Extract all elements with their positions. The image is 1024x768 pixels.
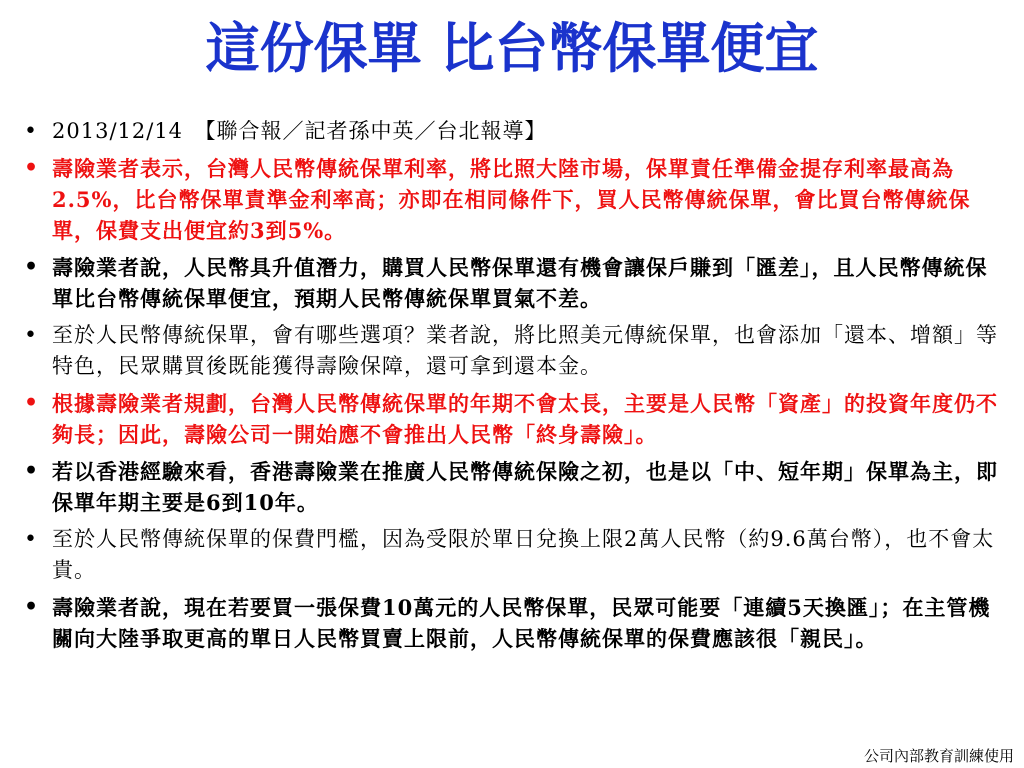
- bullet-text: 壽險業者說，人民幣具升值潛力，購買人民幣保單還有機會讓保戶賺到「匯差」，且人民幣傳統保單比台幣傳統保單便宜，預期人民幣傳統保單買氣不差。: [52, 255, 988, 311]
- bullet-dot-icon: •: [24, 458, 40, 484]
- bullet-dot-icon: •: [24, 155, 40, 181]
- bullet-text: 2013/12/14 【聯合報／記者孫中英／台北報導】: [52, 119, 547, 143]
- bullet-item-4: [22, 320, 1007, 382]
- bullet-item-7: [22, 524, 1007, 586]
- bullet-text: 壽險業者表示，台灣人民幣傳統保單利率，將比照大陸市場，保單責任準備金提存利率最高為2.5%，比台幣保單責準金利率高；亦即在相同條件下，買人民幣傳統保單，會比買台幣傳統保單，保費支出便宜約3到5%。: [52, 156, 971, 243]
- bullet-text: 至於人民幣傳統保單，會有哪些選項？業者說，將比照美元傳統保單，也會添加「還本、增額」等特色，民眾購買後既能獲得壽險保障，還可拿到還本金。: [52, 323, 998, 378]
- footer-label: 公司內部教育訓練使用: [863, 747, 1014, 765]
- bullet-item-3: [22, 252, 1007, 314]
- slide-title: 這份保單 比台幣保單便宜: [205, 17, 819, 80]
- bullet-dot-icon: •: [24, 527, 38, 552]
- bullet-dot-icon: •: [24, 254, 40, 280]
- bullet-list: [22, 116, 1007, 660]
- bullet-text: 壽險業者說，現在若要買一張保費10萬元的人民幣保單，民眾可能要「連續5天換匯」；在主管機關向大陸爭取更高的單日人民幣買賣上限前，人民幣傳統保單的保費應該很「親民」。: [52, 595, 991, 651]
- bullet-dot-icon: •: [24, 119, 38, 144]
- bullet-dot-icon: •: [24, 323, 38, 348]
- bullet-item-8: [22, 592, 1007, 654]
- bullet-text: 若以香港經驗來看，香港壽險業在推廣人民幣傳統保險之初，也是以「中、短年期」保單為主，即保單年期主要是6到10年。: [52, 459, 998, 515]
- bullet-dot-icon: •: [24, 594, 40, 620]
- bullet-dot-icon: •: [24, 390, 40, 416]
- bullet-item-6: [22, 456, 1007, 518]
- bullet-item-1: [22, 116, 1007, 147]
- bullet-item-5: [22, 388, 1007, 450]
- bullet-item-2: [22, 153, 1007, 246]
- bullet-text: 至於人民幣傳統保單的保費門檻，因為受限於單日兌換上限2萬人民幣（約9.6萬台幣），也不會太貴。: [52, 527, 995, 582]
- bullet-text: 根據壽險業者規劃，台灣人民幣傳統保單的年期不會太長，主要是人民幣「資產」的投資年度仍不夠長；因此，壽險公司一開始應不會推出人民幣「終身壽險」。: [52, 391, 998, 447]
